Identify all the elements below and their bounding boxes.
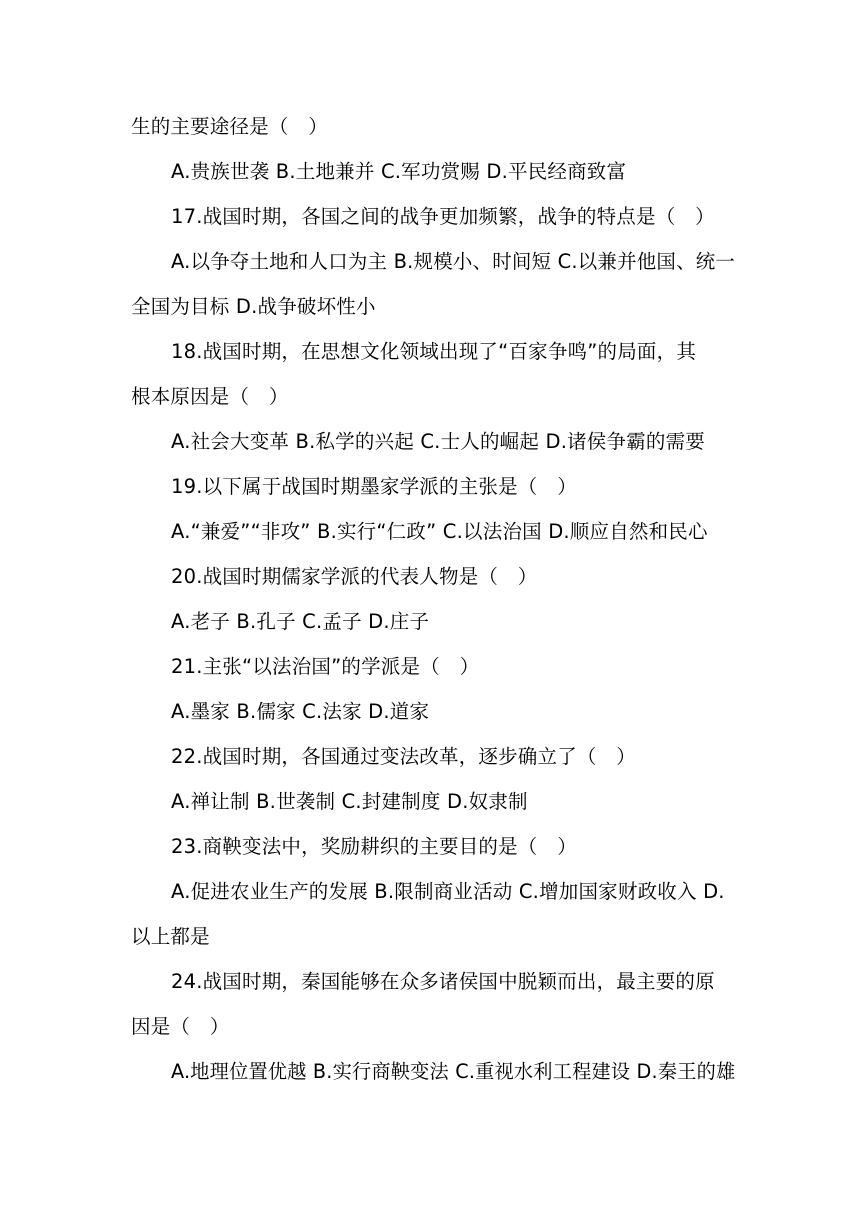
question-19-options: A.“兼爱”“非攻” B.实行“仁政” C.以法治国 D.顺应自然和民心 [171,520,708,543]
question-23-options: A.促进农业生产的发展 B.限制商业活动 C.增加国家财政收入 D. [171,880,725,903]
question-22-options: A.禅让制 B.世袭制 C.封建制度 D.奴隶制 [171,790,528,813]
question-18-stem: 18.战国时期，在思想文化领域出现了“百家争鸣”的局面，其 [171,340,697,363]
question-23-options-cont: 以上都是 [131,925,210,948]
question-24-stem: 24.战国时期，秦国能够在众多诸侯国中脱颖而出，最主要的原 [171,970,715,993]
question-23-stem: 23.商鞅变法中，奖励耕织的主要目的是（ ） [171,835,577,858]
question-17-options-cont: 全国为目标 D.战争破坏性小 [131,295,376,318]
question-17-stem: 17.战国时期，各国之间的战争更加频繁，战争的特点是（ ） [171,205,715,228]
question-24-stem-cont: 因是（ ） [131,1015,230,1038]
question-19-stem: 19.以下属于战国时期墨家学派的主张是（ ） [171,475,577,498]
question-20-stem: 20.战国时期儒家学派的代表人物是（ ） [171,565,538,588]
question-16-options: A.贵族世袭 B.土地兼并 C.军功赏赐 D.平民经商致富 [171,160,627,183]
question-18-options: A.社会大变革 B.私学的兴起 C.士人的崛起 D.诸侯争霸的需要 [171,430,705,453]
question-24-options: A.地理位置优越 B.实行商鞅变法 C.重视水利工程建设 D.秦王的雄 [171,1060,736,1083]
question-20-options: A.老子 B.孔子 C.孟子 D.庄子 [171,610,430,633]
question-21-stem: 21.主张“以法治国”的学派是（ ） [171,655,480,678]
question-17-options: A.以争夺土地和人口为主 B.规模小、时间短 C.以兼并他国、统一 [171,250,736,273]
question-22-stem: 22.战国时期，各国通过变法改革，逐步确立了（ ） [171,745,637,768]
question-21-options: A.墨家 B.儒家 C.法家 D.道家 [171,700,430,723]
question-18-stem-cont: 根本原因是（ ） [131,385,289,408]
question-16-stem-end: 生的主要途径是（ ） [131,115,329,138]
